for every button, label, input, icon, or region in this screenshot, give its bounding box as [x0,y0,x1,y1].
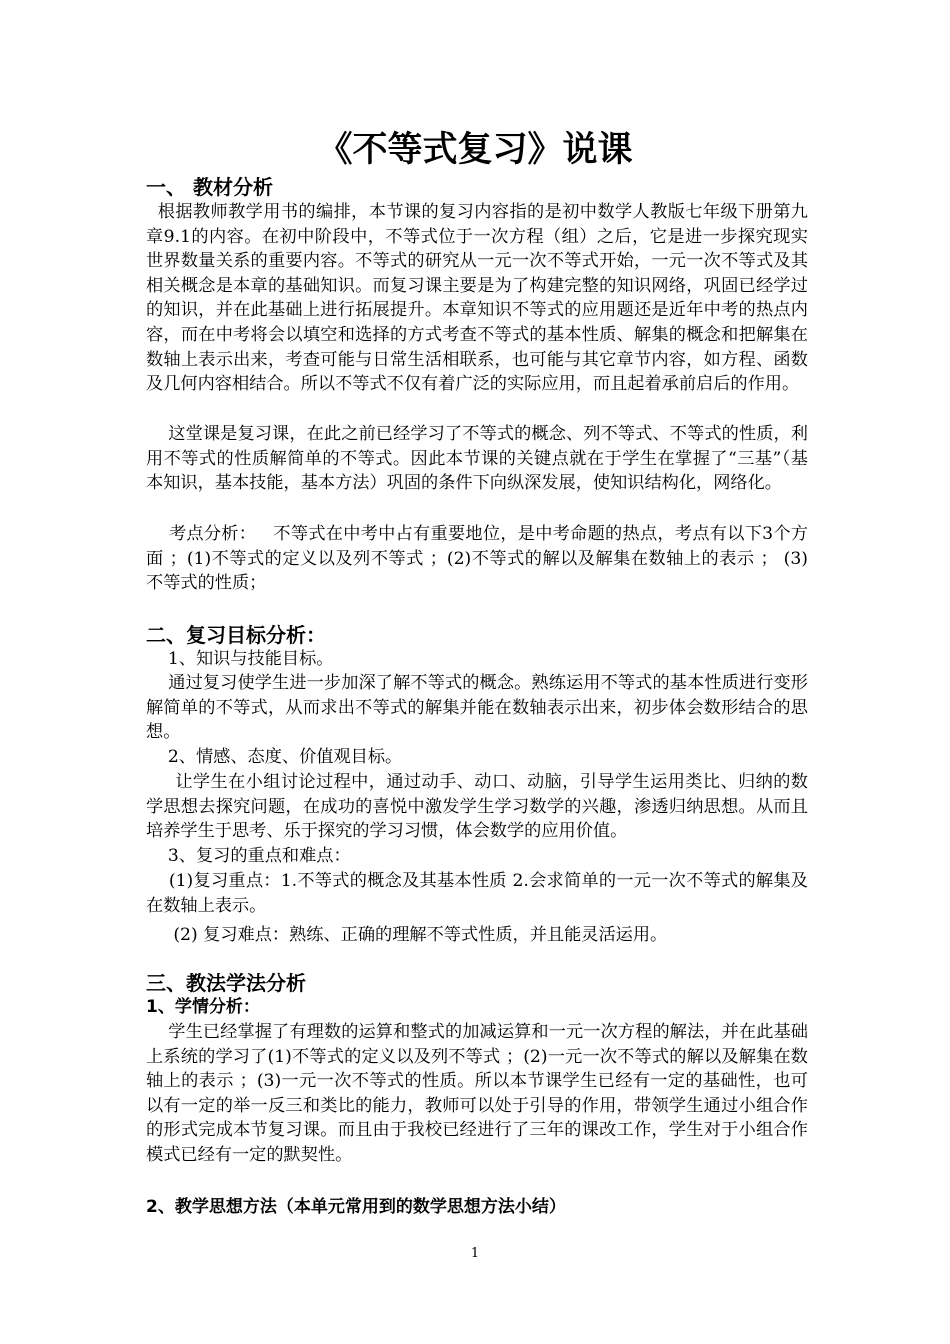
section1-heading: 一、 教材分析 [146,175,273,199]
section3-sub1-heading: 1、学情分析： [146,997,260,1017]
section3-sub1-text: 学生已经掌握了有理数的运算和整式的加减运算和一元一次方程的解法，并在此基础上系统的学习了(1)不等式的定义以及列不等式 ；(2)一元一次不等式的解以及解集在数轴上的表示 ；(3)一元一次不等式的性质。所以本节课学生已经有一定的基础性，也可以有一定的举一反三和类比的能力，教师可以处于引导的作用，带领学生通过小组合作的形式完成本节复习课。而且由于我校已经进行了三年的课改工作，学生对于小组合作模式已经有一定的默契性。 [146,1022,808,1165]
objective-3-text-2: (2) 复习难点：熟练、正确的理解不等式性质，并且能灵活运用。 [146,925,668,945]
section3-heading: 三、教法学法分析 [146,971,306,995]
objective-1-text: 通过复习使学生进一步加深了解不等式的概念。熟练运用不等式的基本性质进行变形解简单的不等式，从而求出不等式的解集并能在数轴表示出来，初步体会数形结合的思想。 [146,673,808,743]
objective-2-label: 2、情感、态度、价值观目标。 [146,747,403,767]
document-title: 《不等式复习》说课 [317,130,633,170]
objective-3-text-1: (1)复习重点：1.不等式的概念及其基本性质 2.会求简单的一元一次不等式的解集及在数轴上表示。 [146,871,808,916]
objective-3-label: 3、复习的重点和难点： [146,846,351,866]
page-number: 1 [470,1246,480,1261]
section2-heading: 二、复习目标分析： [146,623,326,647]
objective-2-text: 让学生在小组讨论过程中，通过动手、动口、动脑，引导学生运用类比、归纳的数学思想去探究问题，在成功的喜悦中激发学生学习数学的兴趣，渗透归纳思想。从而且培养学生于思考、乐于探究的学习习惯，体会数学的应用价值。 [146,772,808,842]
section1-paragraph-2: 这堂课是复习课，在此之前已经学习了不等式的概念、列不等式、不等式的性质，利用不等式的性质解简单的不等式。因此本节课的关键点就在于学生在掌握了“三基”（基本知识，基本技能，基本方法）巩固的条件下向纵深发展，使知识结构化，网络化。 [146,424,808,494]
section3-sub2-heading: 2、教学思想方法（本单元常用到的数学思想方法小结） [146,1197,566,1217]
section1-paragraph-3: 考点分析： 不等式在中考中占有重要地位，是中考命题的热点，考点有以下3个方面 ；(1)不等式的定义以及列不等式 ；(2)不等式的解以及解集在数轴上的表示 ； (3) 不等式的性质； [146,524,814,594]
section1-paragraph-1: 根据教师教学用书的编排，本节课的复习内容指的是初中数学人教版七年级下册第九章9.1的内容。在初中阶段中，不等式位于一次方程（组）之后，它是进一步探究现实世界数量关系的重要内容。不等式的研究从一元一次不等式开始，一元一次不等式及其相关概念是本章的基础知识。而复习课主要是为了构建完整的知识网络，巩固已经学过的知识，并在此基础上进行拓展提升。本章知识不等式的应用题还是近年中考的热点内容，而在中考将会以填空和选择的方式考查不等式的基本性质、解集的概念和把解集在数轴上表示出来，考查可能与日常生活相联系，也可能与其它章节内容，如方程、函数及几何内容相结合。所以不等式不仅有着广泛的实际应用，而且起着承前启后的作用。 [146,202,808,395]
objective-1-label: 1、知识与技能目标。 [146,649,334,669]
